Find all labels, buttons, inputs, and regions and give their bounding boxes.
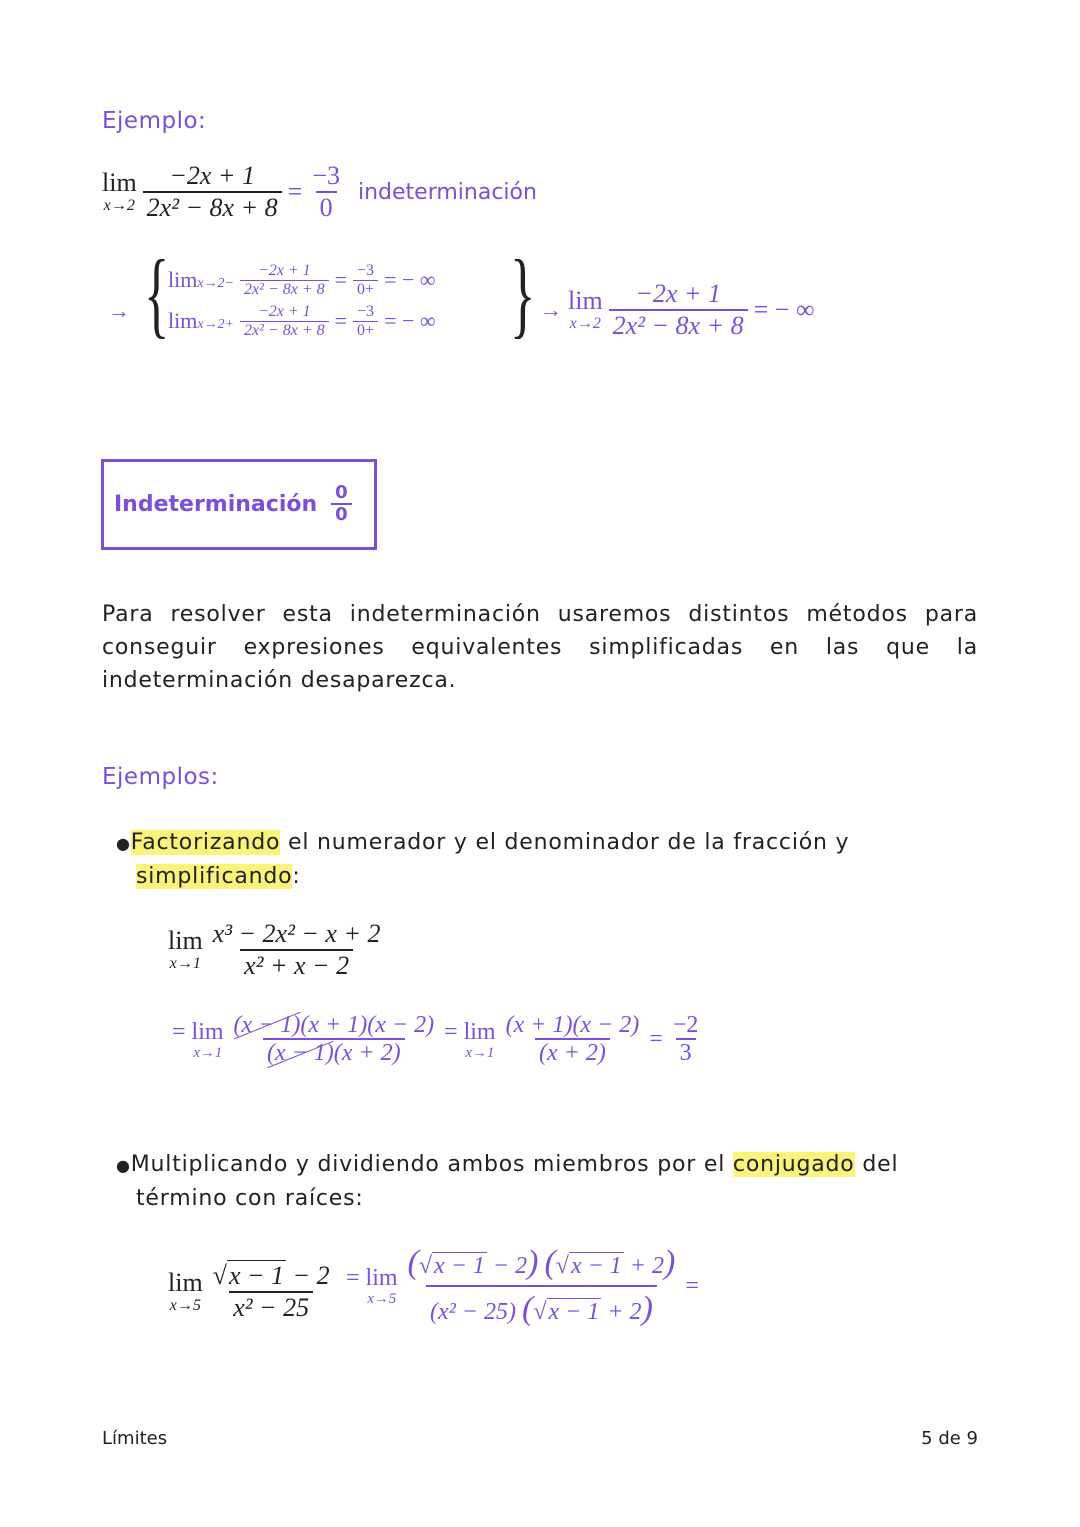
examples-heading: Ejemplos: <box>102 764 219 790</box>
example-heading: Ejemplo: <box>102 108 207 134</box>
lim-word: lim <box>102 168 137 198</box>
fraction-num: − 2 <box>286 1261 330 1290</box>
lim-word: = lim <box>172 1018 224 1045</box>
lateral-fraction <box>240 262 329 299</box>
conjugate-step <box>346 1244 699 1328</box>
rationalized-fraction: $\frac{(√x - 1 - 2) (√x - 1 + 2)}{\text{(x² − 25) (√x − 1 + 2)}}$ <box>407 1244 676 1328</box>
intro-paragraph: Para resolver esta indeterminación usaremos distintos métodos para conseguir expresiones equivalentes simplificadas en las que la indeterminación desaparezca. <box>102 602 978 693</box>
footer-title: Límites <box>102 1428 168 1449</box>
sqrt-icon: √ <box>418 1253 433 1279</box>
page-number: 5 de 9 <box>921 1428 978 1449</box>
limit-operator <box>168 928 203 972</box>
lateral-fraction <box>240 303 329 340</box>
fraction-den: (x² − 25) <box>429 1299 516 1326</box>
radicand: x − 1 <box>548 1299 600 1326</box>
lim-word: lim <box>168 1268 203 1298</box>
sqrt-icon: √ <box>555 1253 569 1279</box>
limit-operator <box>444 1020 496 1061</box>
lim-sub: x→2 <box>103 197 135 215</box>
fraction-den: 2x² − 8x + 8 <box>143 191 282 223</box>
conclusion-result: = − ∞ <box>753 295 815 325</box>
fraction-den: 2x² − 8x + 8 <box>609 309 748 341</box>
lim-sub: x→1 <box>465 1044 495 1061</box>
fraction-den: (x + 2) <box>333 1040 401 1067</box>
lim-word: = lim <box>346 1264 398 1291</box>
lim-sub: x→2+ <box>197 317 235 333</box>
lim-word: lim <box>168 267 198 293</box>
fraction-num: −2x + 1 <box>635 279 721 308</box>
left-brace: { <box>144 240 170 347</box>
highlight-conjugado: conjugado <box>732 1152 855 1177</box>
bullet-text: Multiplicando y dividiendo ambos miembros por el <box>130 1152 733 1177</box>
bullet-conjugate <box>116 1148 978 1215</box>
arrow-icon: → <box>540 297 562 323</box>
indeterminacy-note: indeterminación <box>357 179 537 205</box>
radicand: x − 1 <box>434 1253 485 1279</box>
fraction-num: − 2 <box>486 1253 528 1279</box>
fraction-num: −2x + 1 <box>257 262 311 279</box>
bullet-text: del <box>854 1152 899 1177</box>
lim-sub: x→5 <box>367 1290 397 1307</box>
fraction-den: 2x² − 8x + 8 <box>240 280 329 299</box>
lim-word: lim <box>168 926 203 956</box>
example1-fraction <box>143 162 282 222</box>
result-num: −3 <box>312 161 340 190</box>
fraction-num: x³ − 2x² − x + 2 <box>212 919 381 948</box>
right-lateral-limit: limx→2+ $\frac{-2x + 1}{\text{2x² − 8x + 8}}$ = $\frac{-3}{0+}$ = − ∞ <box>168 302 436 339</box>
arrow-icon: → <box>108 298 130 323</box>
factor-fraction <box>209 920 385 980</box>
fraction-den: (x + 2) <box>535 1038 610 1068</box>
conjugate-limit <box>168 1262 334 1322</box>
bullet-text: el numerador y el denominador de la fracción y <box>280 830 850 855</box>
bullet-text: : <box>292 864 301 889</box>
factored-fraction <box>230 1012 439 1068</box>
lateral-conclusion <box>540 280 815 340</box>
highlight-simplificando: simplificando <box>136 864 293 889</box>
fraction-den: + 2 <box>601 1299 642 1326</box>
radicand: x − 1 <box>228 1261 285 1290</box>
limit-operator <box>168 1270 203 1314</box>
factor-steps <box>172 1012 702 1068</box>
value-den: 0+ <box>353 321 378 340</box>
box-den: 0 <box>331 503 352 526</box>
sqrt-icon: √ <box>533 1299 547 1326</box>
fraction-den: 3 <box>676 1038 696 1068</box>
bullet-text: término con raíces: <box>136 1186 364 1211</box>
bullet-icon: ● <box>116 834 131 853</box>
lateral-value <box>353 303 378 340</box>
box-fraction <box>331 483 352 525</box>
final-fraction <box>669 1012 703 1068</box>
value-den: 0+ <box>353 280 378 299</box>
bullet-factorizing <box>116 826 978 893</box>
example1-limit <box>102 162 537 222</box>
lim-sub: x→5 <box>169 1297 201 1315</box>
lateral-result: = − ∞ <box>384 267 436 293</box>
fraction-num: −2x + 1 <box>257 302 311 320</box>
lim-sub: x→2− <box>197 276 235 292</box>
fraction-num: + 2 <box>623 1253 664 1279</box>
fraction-num: −2 <box>672 1012 699 1038</box>
fraction-num: (x + 1)(x − 2) <box>505 1012 640 1038</box>
fraction-den: 2x² − 8x + 8 <box>240 321 329 340</box>
fraction-num: −2x + 1 <box>169 161 255 190</box>
conclusion-fraction <box>609 280 748 340</box>
left-lateral-limit: limx→2− $\frac{-2x + 1}{\text{2x² − 8x + 8}}$ = $\frac{-3}{0+}$ = − ∞ <box>168 262 436 298</box>
sqrt-icon: √ <box>212 1261 227 1290</box>
simplified-fraction <box>502 1012 644 1068</box>
bullet-icon: ● <box>116 1156 131 1175</box>
limit-operator <box>568 288 603 332</box>
lateral-result: = − ∞ <box>384 308 436 334</box>
conjugate-fraction <box>209 1262 334 1322</box>
value-num: −3 <box>357 262 375 279</box>
box-num: 0 <box>335 482 348 504</box>
limit-operator <box>102 170 137 214</box>
example1-result <box>308 162 344 222</box>
lateral-limits <box>168 262 436 340</box>
highlight-factorizando: Factorizando <box>130 830 281 855</box>
cancelled-factor: (x − 1) <box>266 1040 334 1067</box>
fraction-den: x² − 25 <box>229 1291 313 1323</box>
lim-sub: x→1 <box>169 955 201 973</box>
indeterminacy-box <box>101 459 377 550</box>
equals-sign: = <box>685 1272 699 1299</box>
fraction-den: x² + x − 2 <box>240 949 353 981</box>
cancelled-factor: (x − 1) <box>233 1012 301 1038</box>
lim-word: lim <box>568 286 603 316</box>
radicand: x − 1 <box>570 1253 622 1279</box>
fraction-num: (x + 1)(x − 2) <box>300 1012 435 1038</box>
lim-word: lim <box>168 308 198 334</box>
box-label: Indeterminación <box>114 492 318 517</box>
factor-limit <box>168 920 385 980</box>
lim-sub: x→1 <box>193 1044 223 1061</box>
equals-sign: = <box>649 1026 663 1053</box>
lim-sub: x→2 <box>569 315 601 333</box>
limit-operator <box>346 1266 398 1307</box>
lateral-value <box>353 262 378 299</box>
result-den: 0 <box>316 191 337 223</box>
right-brace: } <box>510 240 536 347</box>
lim-word: = lim <box>444 1018 496 1045</box>
equals-sign: = <box>287 177 303 207</box>
limit-operator <box>172 1020 224 1061</box>
value-num: −3 <box>357 302 375 320</box>
